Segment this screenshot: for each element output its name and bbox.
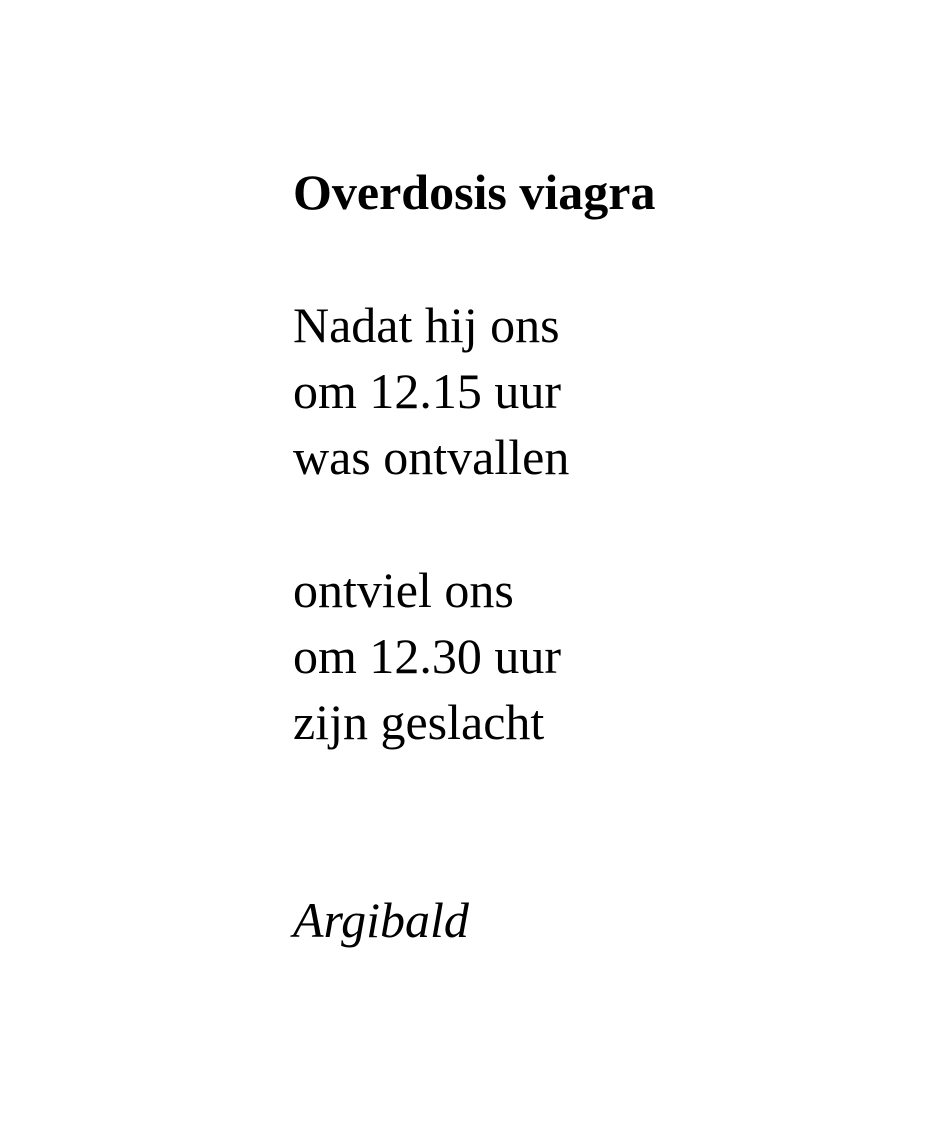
poem-line: om 12.30 uur [293,628,562,684]
poem-line: was ontvallen [293,429,570,485]
stanza-2 [293,557,561,755]
poem-title: Overdosis viagra [293,164,656,220]
poem-line: ontviel ons [293,562,514,618]
author-signature: Argibald [293,892,469,948]
poem-line: Nadat hij ons [293,297,560,353]
poem-line: zijn geslacht [293,694,545,750]
stanza-1 [293,292,569,490]
poem-line: om 12.15 uur [293,363,562,419]
